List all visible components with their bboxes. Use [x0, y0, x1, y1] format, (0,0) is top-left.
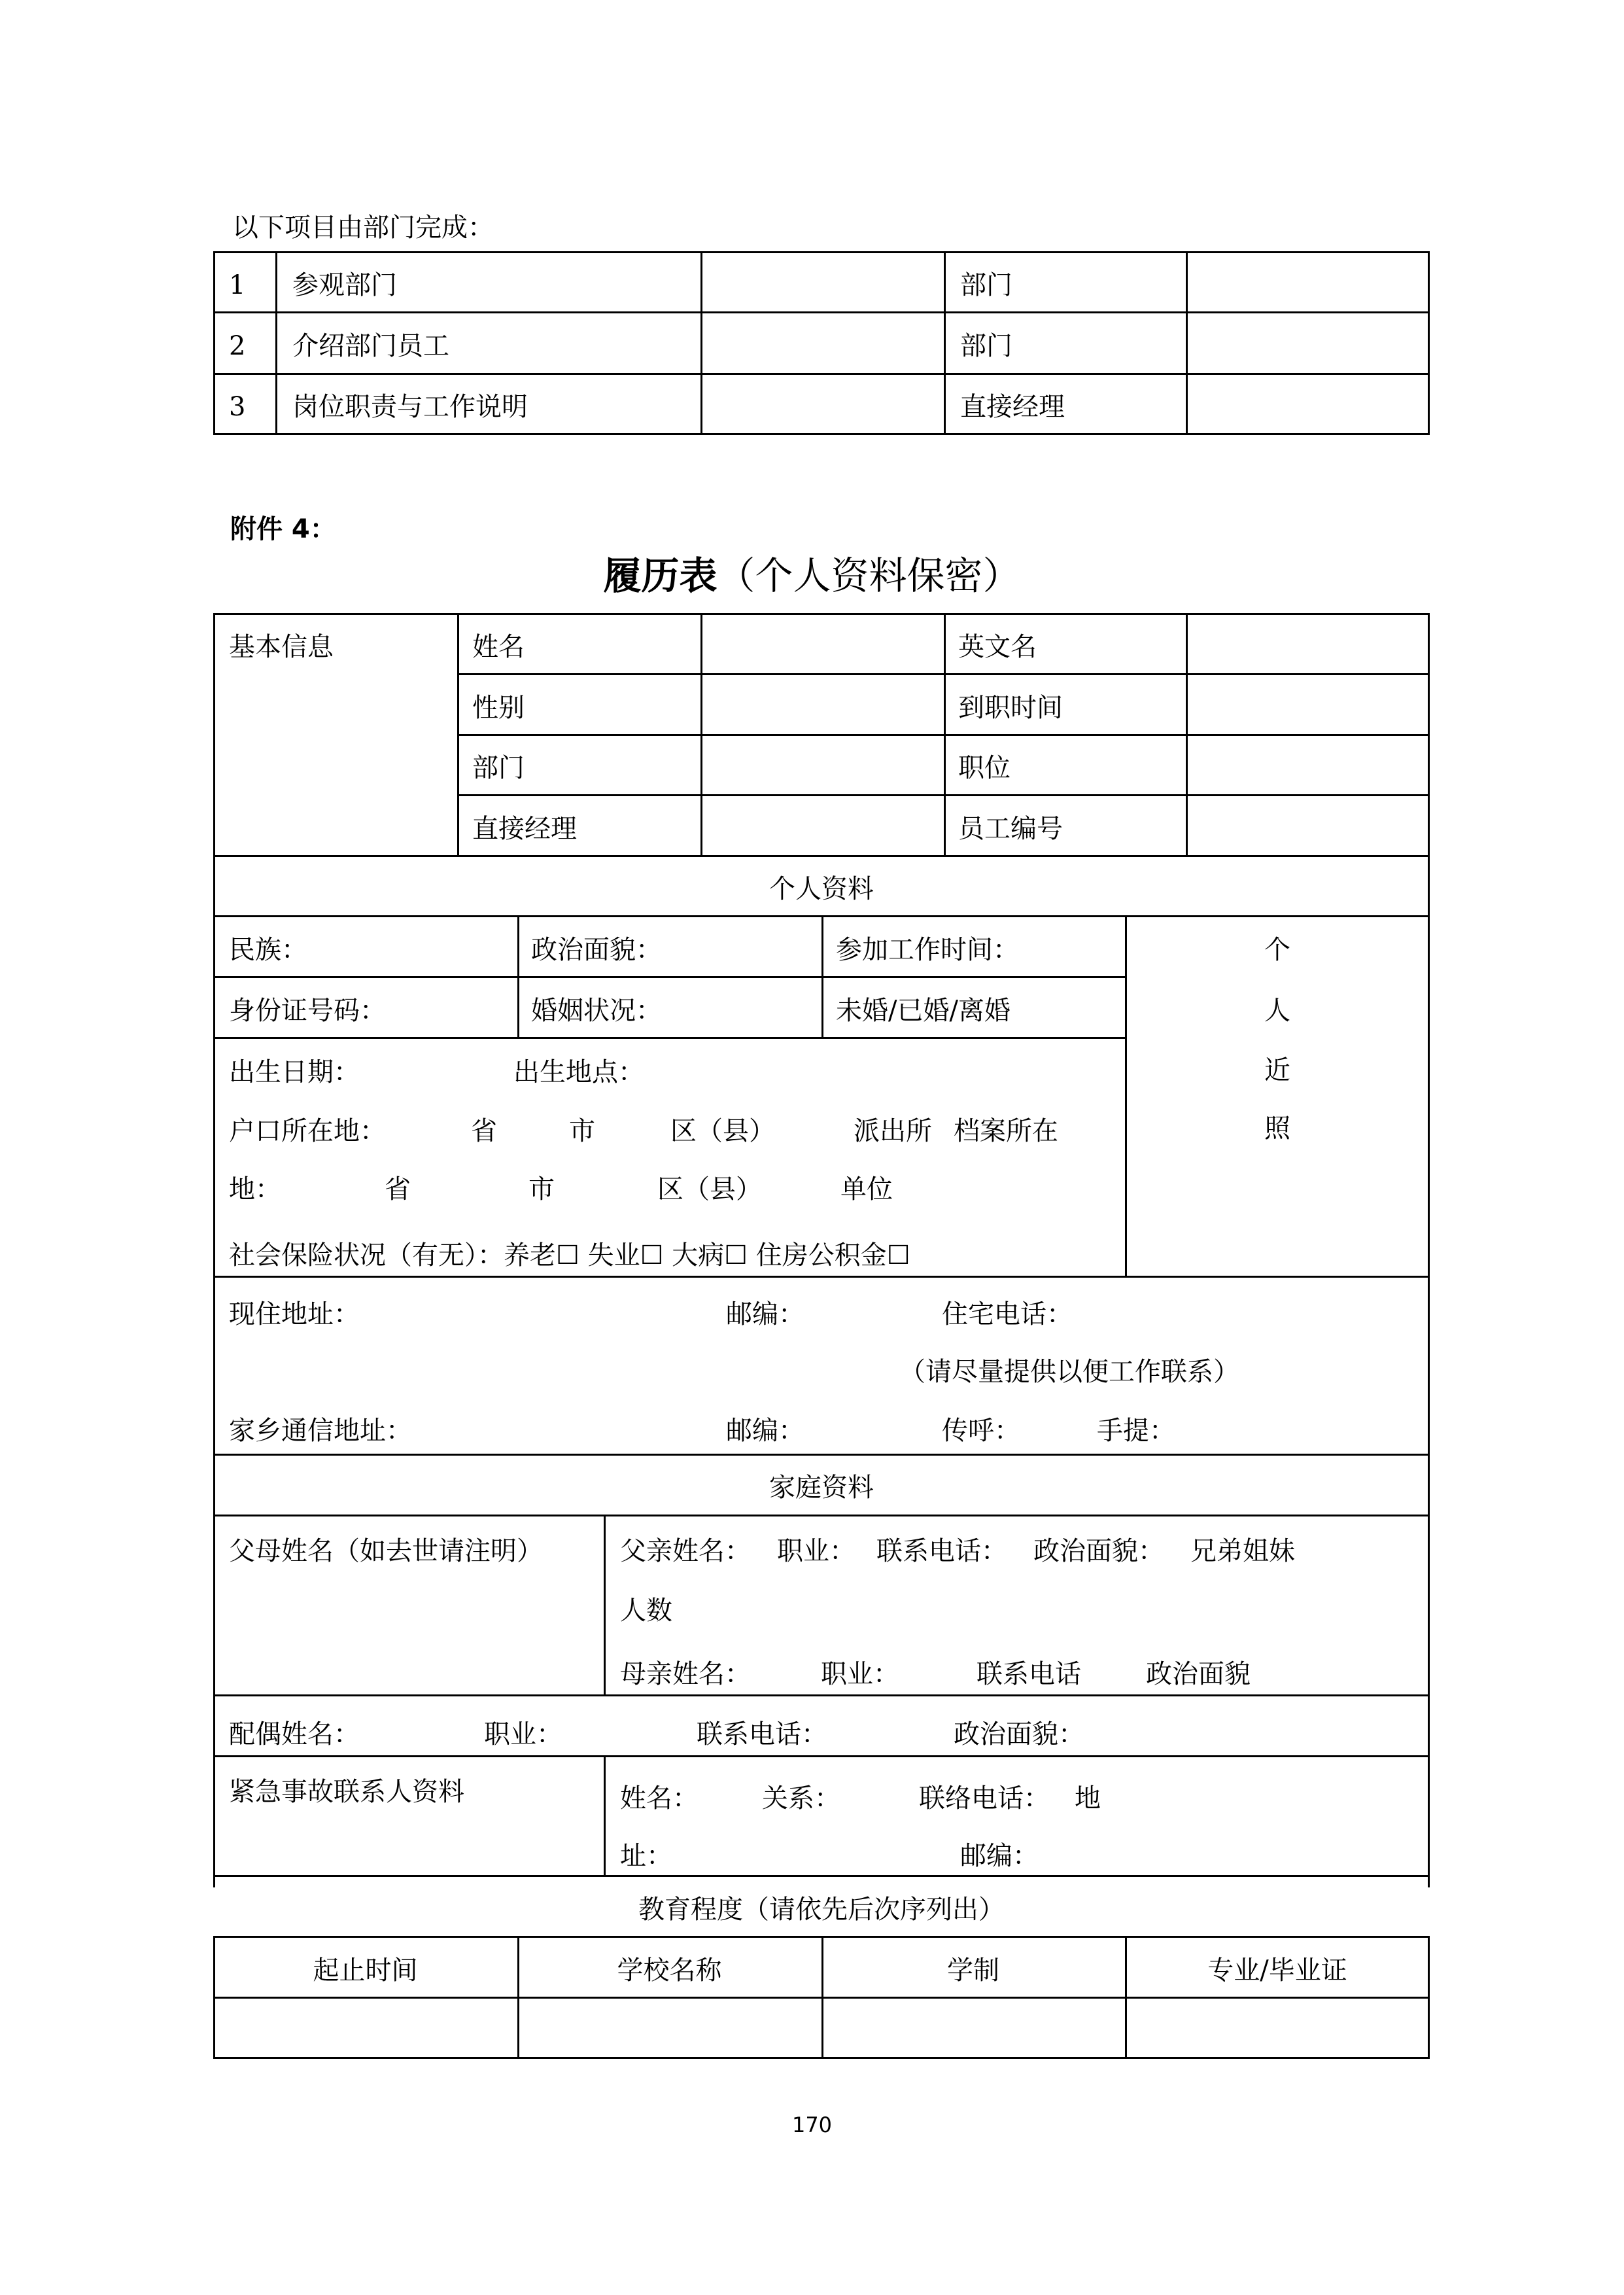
archive-label: 档案所在	[954, 1116, 1058, 1146]
father-phone-label: 联系电话：	[876, 1536, 1007, 1566]
mother-name-label: 母亲姓名：	[620, 1659, 751, 1689]
manager-label: 直接经理	[472, 814, 577, 844]
photo-label-char: 人	[1264, 996, 1290, 1026]
education-header-major: 专业/毕业证	[1207, 1955, 1347, 1986]
emergency-name-label: 姓名：	[620, 1783, 699, 1813]
spouse-political-label: 政治面貌：	[954, 1719, 1084, 1749]
hukou-label: 户口所在地：	[229, 1116, 386, 1146]
gender-label: 性别	[472, 693, 525, 723]
basic-info-label: 基本信息	[229, 632, 334, 662]
contact-note: （请尽量提供以便工作联系）	[899, 1357, 1239, 1387]
emergency-address-label-cont: 址：	[620, 1841, 672, 1871]
table1-row-resp: 部门	[960, 331, 1012, 361]
hukou-district: 区（县）	[670, 1116, 775, 1146]
intro-text: 以下项目由部门完成：	[232, 213, 494, 243]
mother-political-label: 政治面貌	[1146, 1659, 1251, 1689]
page-title	[0, 553, 1624, 599]
photo-label-char: 近	[1264, 1055, 1290, 1085]
family-header: 家庭资料	[769, 1473, 874, 1503]
parents-label: 父母姓名（如去世请注明）	[229, 1536, 543, 1566]
title-main: 履历表	[603, 553, 717, 598]
english-name-label: 英文名	[958, 632, 1037, 662]
education-header-school: 学校名称	[617, 1955, 722, 1986]
table1-row-item: 介绍部门员工	[292, 331, 449, 361]
spouse-name-label: 配偶姓名：	[229, 1719, 360, 1749]
mobile-label: 手提：	[1097, 1416, 1175, 1446]
education-title: 教育程度（请依先后次序列出）	[638, 1895, 1005, 1925]
work-start-label: 参加工作时间：	[836, 935, 1019, 965]
personal-header: 个人资料	[769, 874, 874, 904]
pager-label: 传呼：	[942, 1416, 1020, 1446]
employee-id-label: 员工编号	[958, 814, 1063, 844]
emergency-address-label: 地	[1075, 1783, 1101, 1813]
hukou-city: 市	[569, 1116, 595, 1146]
emergency-contact-label: 紧急事故联系人资料	[229, 1777, 464, 1807]
birth-date-label: 出生日期：	[229, 1057, 360, 1087]
hukou-police-station: 派出所	[854, 1116, 932, 1146]
table1-row-num: 1	[229, 270, 246, 300]
current-address-label: 现住地址：	[229, 1299, 360, 1329]
emergency-relation-label: 关系：	[762, 1783, 840, 1813]
siblings-label-cont: 人数	[620, 1596, 672, 1626]
postcode-label-2: 邮编：	[726, 1416, 804, 1446]
page-number: 170	[791, 2112, 833, 2137]
table1-row-item: 参观部门	[292, 270, 397, 300]
department-label: 部门	[472, 753, 525, 783]
attachment-label: 附件 4：	[230, 514, 336, 544]
position-label: 职位	[958, 753, 1011, 783]
table1-row-num: 2	[229, 331, 246, 361]
table1-row-resp: 部门	[960, 270, 1012, 300]
hometown-address-label: 家乡通信地址：	[229, 1416, 412, 1446]
education-header-period: 起止时间	[313, 1955, 418, 1986]
ethnicity-label: 民族：	[229, 935, 307, 965]
father-name-label: 父亲姓名：	[620, 1536, 751, 1566]
start-date-label: 到职时间	[958, 693, 1063, 723]
table1-row-num: 3	[229, 392, 246, 422]
hukou-province: 省	[471, 1116, 497, 1146]
education-header-duration: 学制	[947, 1955, 999, 1986]
mother-phone-label: 联系电话	[976, 1659, 1081, 1689]
archive-unit: 单位	[840, 1174, 893, 1204]
birth-place-label: 出生地点：	[513, 1057, 644, 1087]
archive-label-cont: 地：	[229, 1174, 281, 1204]
photo-label-char: 照	[1264, 1113, 1290, 1144]
table1-row-item: 岗位职责与工作说明	[292, 392, 528, 422]
siblings-label: 兄弟姐妹	[1190, 1536, 1295, 1566]
archive-district: 区（县）	[657, 1174, 762, 1204]
id-number-label: 身份证号码：	[229, 996, 386, 1026]
spouse-job-label: 职业：	[484, 1719, 562, 1749]
political-label: 政治面貌：	[531, 935, 662, 965]
table1-row-resp: 直接经理	[960, 392, 1065, 422]
archive-province: 省	[385, 1174, 411, 1204]
marital-options: 未婚/已婚/离婚	[836, 996, 1011, 1026]
name-label: 姓名	[472, 632, 525, 662]
marital-label: 婚姻状况：	[531, 996, 662, 1026]
home-phone-label: 住宅电话：	[942, 1299, 1073, 1329]
emergency-postcode-label: 邮编：	[960, 1841, 1039, 1871]
postcode-label: 邮编：	[726, 1299, 804, 1329]
photo-label-char: 个	[1264, 935, 1290, 965]
title-sub: （个人资料保密）	[717, 553, 1021, 598]
insurance-status: 社会保险状况（有无）：养老☐ 失业☐ 大病☐ 住房公积金☐	[229, 1240, 910, 1270]
emergency-phone-label: 联络电话：	[919, 1783, 1050, 1813]
father-political-label: 政治面貌：	[1033, 1536, 1164, 1566]
spouse-phone-label: 联系电话：	[697, 1719, 827, 1749]
mother-job-label: 职业：	[821, 1659, 899, 1689]
father-job-label: 职业：	[777, 1536, 855, 1566]
archive-city: 市	[528, 1174, 555, 1204]
